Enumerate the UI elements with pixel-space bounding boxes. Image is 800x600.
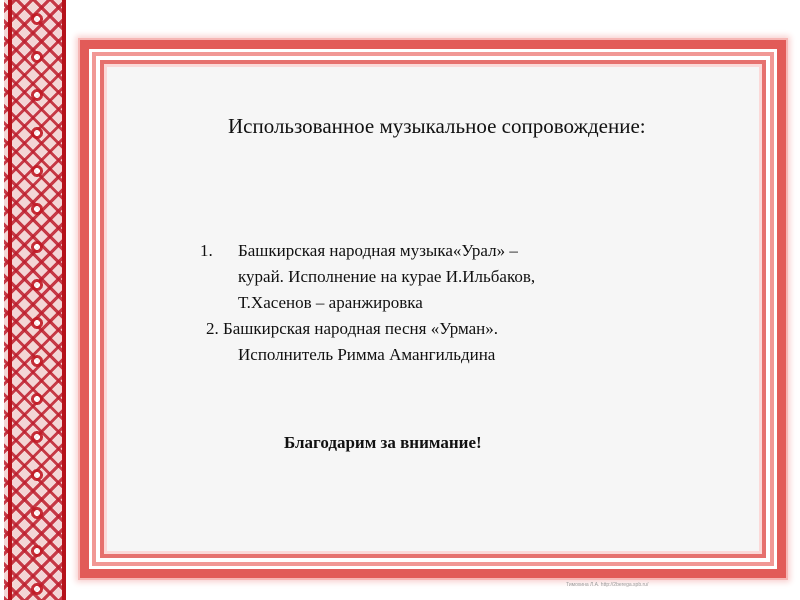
ornament-band-left: [8, 0, 12, 600]
ornament-diamond-pattern: [18, 0, 56, 600]
list-item-line: Т.Хасенов – аранжировка: [238, 293, 423, 312]
list-item-number: 1.: [200, 241, 213, 260]
list-item-line: Башкирская народная песня «Урман».: [223, 319, 499, 338]
list-item: [200, 316, 620, 368]
thanks-text: Благодарим за внимание!: [284, 433, 482, 452]
list-item-number: 2.: [206, 319, 219, 338]
ornamental-border: [4, 0, 62, 600]
slide-title: Использованное музыкальное сопровождение:: [228, 114, 646, 138]
list-item-line: Исполнитель Римма Амангильдина: [238, 345, 496, 364]
ornament-band-right: [62, 0, 66, 600]
list-item-line: курай. Исполнение на курае И.Ильбаков,: [238, 267, 536, 286]
music-credits-list: [200, 238, 620, 368]
list-item: [200, 238, 620, 316]
list-item-line: Башкирская народная музыка«Урал» –: [238, 241, 518, 260]
footer-credit: Тимохина Л.А. http://2berega.spb.ru/: [566, 582, 649, 588]
